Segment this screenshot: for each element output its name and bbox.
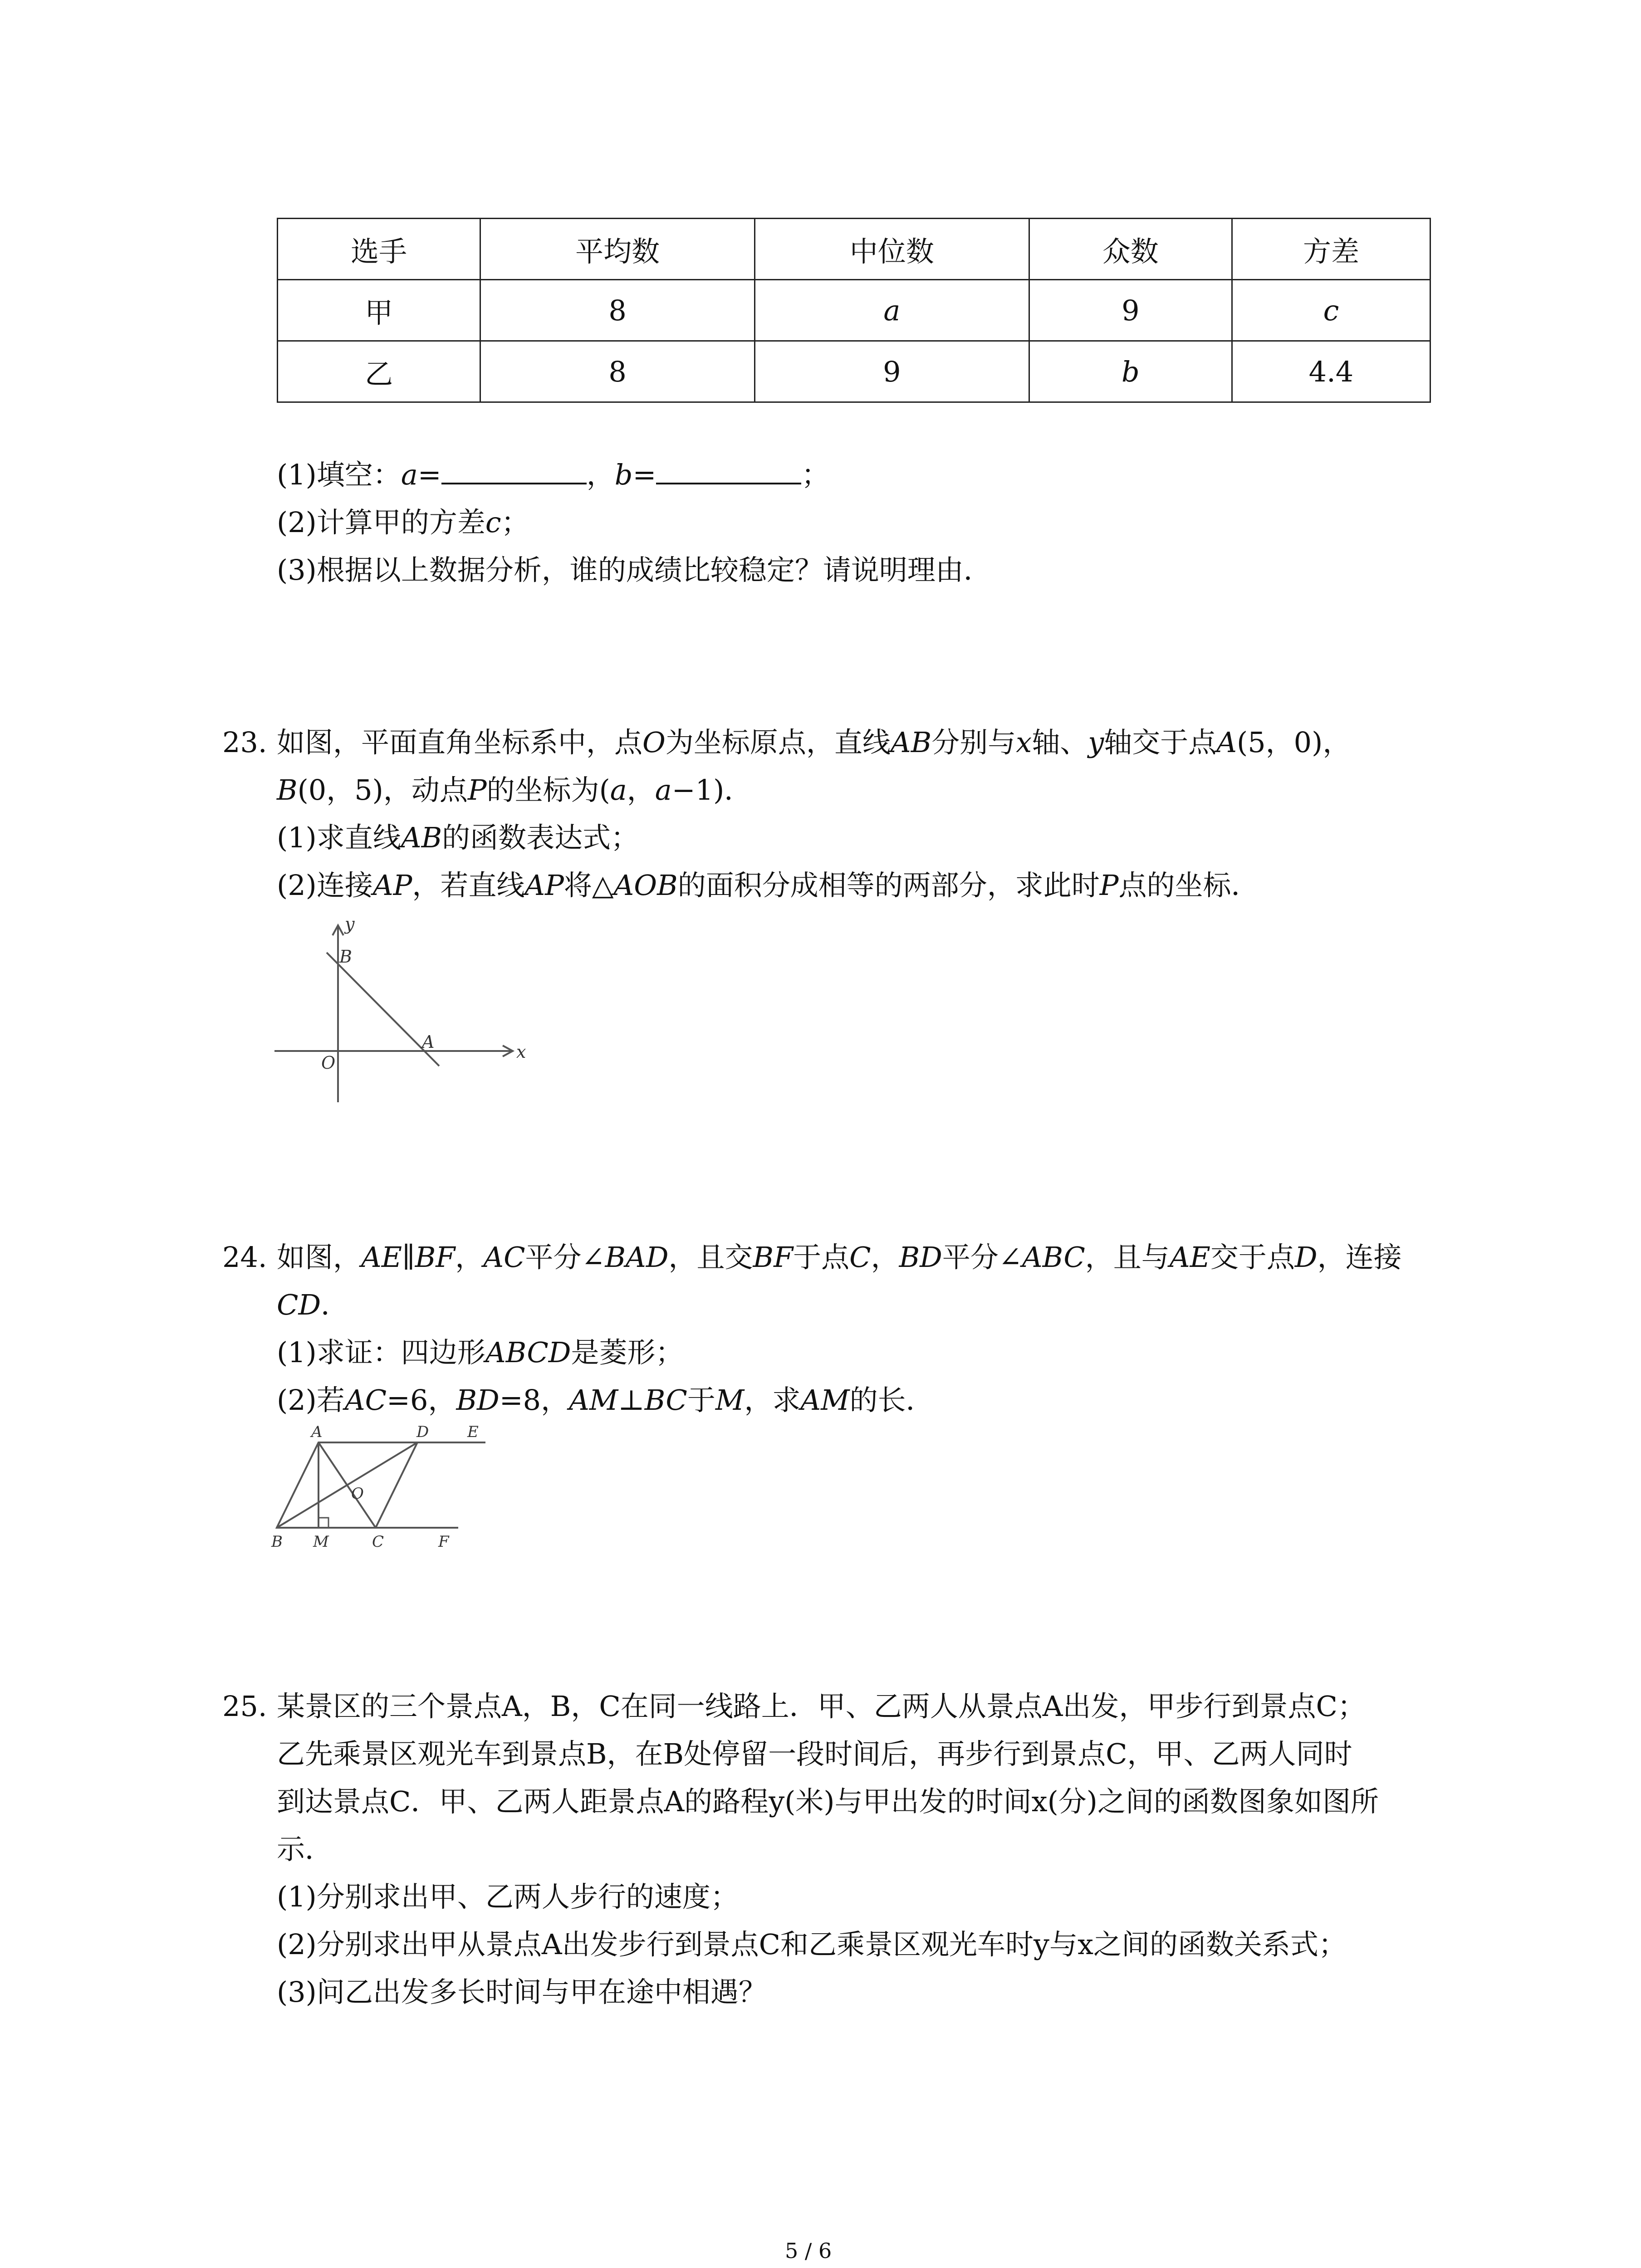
text: 于点 [793, 1241, 850, 1274]
text: 的面积分成相等的两部分，求此时 [677, 869, 1100, 902]
text: ， [871, 1241, 899, 1274]
q23-part2 [277, 869, 1259, 902]
text: ∥ [402, 1241, 415, 1274]
text: AM [800, 1383, 850, 1417]
q24-part1 [277, 1336, 683, 1369]
text: 的长． [849, 1383, 934, 1417]
text: 如图，平面直角坐标系中，点 [277, 726, 643, 759]
text: ； [801, 458, 830, 491]
text: AP [372, 869, 412, 902]
q23-line2 [277, 773, 752, 807]
text: ， [586, 458, 615, 491]
label-a: A [311, 1424, 323, 1441]
q25-line2: 乙先乘景区观光车到景点B，在B处停留一段时间后，再步行到景点C，甲、乙两人同时 [277, 1737, 1352, 1770]
q23-part1 [277, 821, 639, 855]
q25-part3: (3)问乙出发多长时间与甲在途中相遇？ [277, 1975, 767, 2009]
q23-line1 [277, 726, 1351, 759]
text: = [632, 458, 656, 491]
table-header-cell: 平均数 [480, 219, 755, 280]
text: b [614, 458, 633, 491]
text: (2)计算甲的方差 [277, 506, 485, 539]
text: BF [753, 1241, 794, 1274]
table-cell: 甲 [278, 280, 480, 341]
text: ⊥ [618, 1383, 645, 1417]
table-row [278, 341, 1430, 402]
text: 点的坐标． [1118, 869, 1259, 902]
text: ，且与 [1085, 1241, 1170, 1274]
q25-part2: (2)分别求出甲从景点A出发步行到景点C和乙乘景区观光车时y与x之间的函数关系式； [277, 1928, 1347, 1961]
text: a [401, 458, 418, 491]
table-cell: 乙 [278, 341, 480, 402]
text: x [1016, 726, 1032, 759]
q22-part1 [277, 458, 829, 492]
text: a [610, 773, 627, 807]
q25-line3: 到达景点C．甲、乙两人距景点A的路程y(米)与甲出发的时间x(分)之间的函数图象如图所 [277, 1785, 1379, 1818]
label-f: F [438, 1533, 449, 1551]
text: P [467, 773, 487, 807]
text: 分别与 [931, 726, 1016, 759]
text: AM [569, 1383, 618, 1417]
table-cell: 4.4 [1232, 341, 1430, 402]
stats-table [277, 218, 1431, 403]
text: AB [401, 821, 442, 854]
text: AE [361, 1241, 402, 1274]
label-b: B [339, 947, 352, 967]
label-a: A [422, 1032, 435, 1052]
text: (2)连接 [277, 869, 373, 902]
text: 为坐标原点，直线 [665, 726, 891, 759]
text: BAD [605, 1241, 669, 1274]
text: 平分∠ [942, 1241, 1022, 1274]
text: 轴交于点 [1104, 726, 1217, 759]
table-row [278, 280, 1430, 341]
q24-number: 24. [222, 1241, 267, 1274]
text: 于 [687, 1383, 715, 1417]
text: (1)求直线 [277, 821, 401, 854]
text: BC [644, 1383, 687, 1417]
text: =6， [387, 1383, 456, 1417]
text: AP [524, 869, 564, 902]
text: ，且交 [668, 1241, 753, 1274]
label-b: B [271, 1533, 283, 1551]
label-o: O [351, 1485, 364, 1503]
text: 轴、 [1032, 726, 1088, 759]
table-cell: 8 [480, 280, 755, 341]
text: AC [483, 1241, 525, 1274]
text: (5，0)， [1237, 726, 1351, 759]
label-c: C [372, 1533, 384, 1551]
text: −1)． [671, 773, 753, 807]
text: 如图， [277, 1241, 362, 1274]
text: AOB [613, 869, 678, 902]
text: (0，5)，动点 [297, 773, 468, 807]
text: ， [627, 773, 655, 807]
text: O [642, 726, 666, 759]
q22-part2 [277, 506, 529, 539]
text: 平分∠ [525, 1241, 605, 1274]
text: ，若直线 [412, 869, 525, 902]
q24-line1 [277, 1241, 1402, 1274]
text: P [1099, 869, 1119, 902]
text: (2)若 [277, 1383, 345, 1417]
table-header-row [278, 219, 1430, 280]
text: ，求 [744, 1383, 801, 1417]
table-cell: c [1232, 280, 1430, 341]
label-m: M [313, 1533, 329, 1551]
text: M [715, 1383, 745, 1417]
label-e: E [467, 1424, 479, 1441]
table-cell: 9 [754, 341, 1029, 402]
coordinate-figure [268, 912, 540, 1111]
label-x: x [516, 1042, 526, 1062]
text: A [1216, 726, 1237, 759]
q24-part2 [277, 1383, 934, 1417]
table-cell: 9 [1029, 280, 1232, 341]
text: ． [321, 1288, 349, 1321]
q25-number: 25. [222, 1690, 267, 1723]
text: ； [501, 506, 529, 539]
text: BD [899, 1241, 942, 1274]
right-angle-mark [318, 1518, 328, 1528]
q25-line1: 某景区的三个景点A，B，C在同一线路上．甲、乙两人从景点A出发，甲步行到景点C； [277, 1690, 1366, 1723]
text: (1)求证：四边形 [277, 1336, 485, 1369]
text: ABC [1022, 1241, 1085, 1274]
text: =8， [499, 1383, 569, 1417]
q25-part1: (1)分别求出甲、乙两人步行的速度； [277, 1880, 739, 1913]
text: AE [1169, 1241, 1210, 1274]
text: ABCD [485, 1336, 571, 1369]
table-header-cell: 中位数 [754, 219, 1029, 280]
text: AC [344, 1383, 387, 1417]
text: C [849, 1241, 871, 1274]
text: 是菱形； [571, 1336, 684, 1369]
answer-blank[interactable] [441, 459, 587, 484]
table-cell: b [1029, 341, 1232, 402]
text: a [655, 773, 672, 807]
q23-number: 23. [222, 726, 267, 759]
text: 交于点 [1210, 1241, 1295, 1274]
text: B [277, 773, 298, 807]
table-header-cell: 方差 [1232, 219, 1430, 280]
rhombus-figure [268, 1424, 504, 1560]
text: 的函数表达式； [442, 821, 639, 854]
text: AB [890, 726, 932, 759]
table-cell: a [754, 280, 1029, 341]
label-d: D [416, 1424, 429, 1441]
text: y [1088, 726, 1104, 759]
q24-line2 [277, 1288, 349, 1322]
label-o: O [321, 1053, 336, 1073]
text: CD [277, 1288, 321, 1321]
text: ，连接 [1317, 1241, 1402, 1274]
label-y: y [345, 914, 355, 934]
text: 的坐标为( [486, 773, 610, 807]
q25-line4: 示． [277, 1833, 333, 1866]
text: BF [415, 1241, 456, 1274]
page-number: 5 / 6 [785, 2239, 832, 2263]
text: (1)填空： [277, 458, 401, 491]
text: 将△ [563, 869, 614, 902]
text: BD [456, 1383, 500, 1417]
text: ， [455, 1241, 484, 1274]
text: c [485, 506, 501, 539]
answer-blank[interactable] [656, 459, 801, 484]
table-header-cell: 众数 [1029, 219, 1232, 280]
text: = [417, 458, 441, 491]
text: D [1294, 1241, 1318, 1274]
table-header-cell: 选手 [278, 219, 480, 280]
q22-part3: (3)根据以上数据分析，谁的成绩比较稳定？请说明理由． [277, 553, 992, 587]
table-cell: 8 [480, 341, 755, 402]
